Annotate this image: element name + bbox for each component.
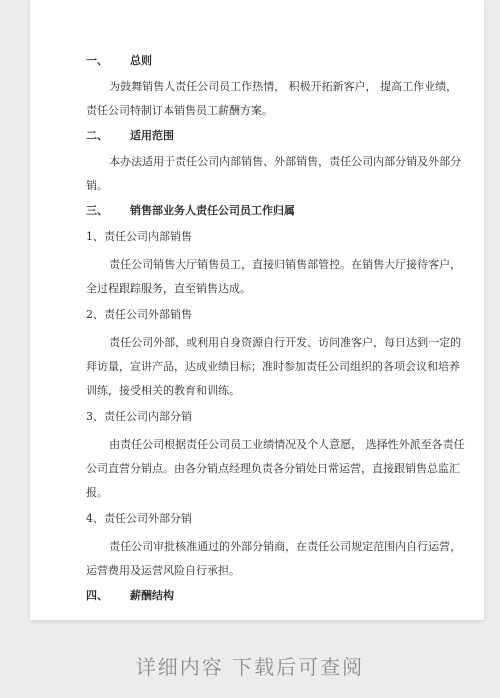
section-heading-general (86, 50, 466, 72)
section-number: 三、 (86, 204, 108, 217)
section-title: 销售部业务人责任公司员工作归属 (130, 204, 295, 217)
document-page (30, 0, 484, 620)
section-heading-scope (86, 125, 466, 147)
section-title: 适用范围 (130, 129, 174, 142)
paragraph-general: 为鼓舞销售人责任公司员工作热情， 积极开拓新客户， 提高工作业绩，责任公司特制订本销售员工薪酬方案。 (86, 80, 458, 117)
section-heading-compensation (86, 585, 466, 607)
subsection-label-external-sales: 2、责任公司外部销售 (86, 308, 192, 321)
paragraph-internal-sales: 责任公司销售大厅销售员工，直接归销售部管控。在销售大厅接待客户，全过程跟踪服务，直至销售达成。 (86, 258, 462, 295)
section-number: 一、 (86, 54, 108, 67)
paragraph-internal-distribution: 由责任公司根据责任公司员工业绩情况及个人意愿， 选择性外派至各责任公司直营分销点。由各分销点经理负责各分销处日常运营，直接跟销售总监汇报。 (86, 438, 465, 499)
subsection-label-internal-sales: 1、责任公司内部销售 (86, 230, 192, 243)
paragraph-external-distribution: 责任公司审批核准通过的外部分销商，在责任公司规定范围内自行运营，运营费用及运营风险自行承担。 (86, 540, 462, 577)
section-heading-attribution (86, 200, 466, 222)
section-number: 四、 (86, 589, 108, 602)
document-body (86, 50, 466, 610)
subsection-label-external-distribution: 4、责任公司外部分销 (86, 512, 192, 525)
paragraph-scope: 本办法适用于责任公司内部销售、外部销售，责任公司内部分销及外部分销。 (86, 155, 462, 192)
section-number: 二、 (86, 129, 108, 142)
subsection-label-internal-distribution: 3、责任公司内部分销 (86, 410, 192, 423)
download-prompt[interactable]: 详细内容 下载后可查阅 (135, 655, 365, 679)
section-title: 总则 (130, 54, 152, 67)
paragraph-external-sales: 责任公司外部，或利用自身资源自行开发、访问准客户，每日达到一定的拜访量，宣讲产品，达成业绩目标；准时参加责任公司组织的各项会议和培养训练，接受相关的教育和训练。 (86, 336, 462, 397)
section-title: 薪酬结构 (130, 589, 174, 602)
